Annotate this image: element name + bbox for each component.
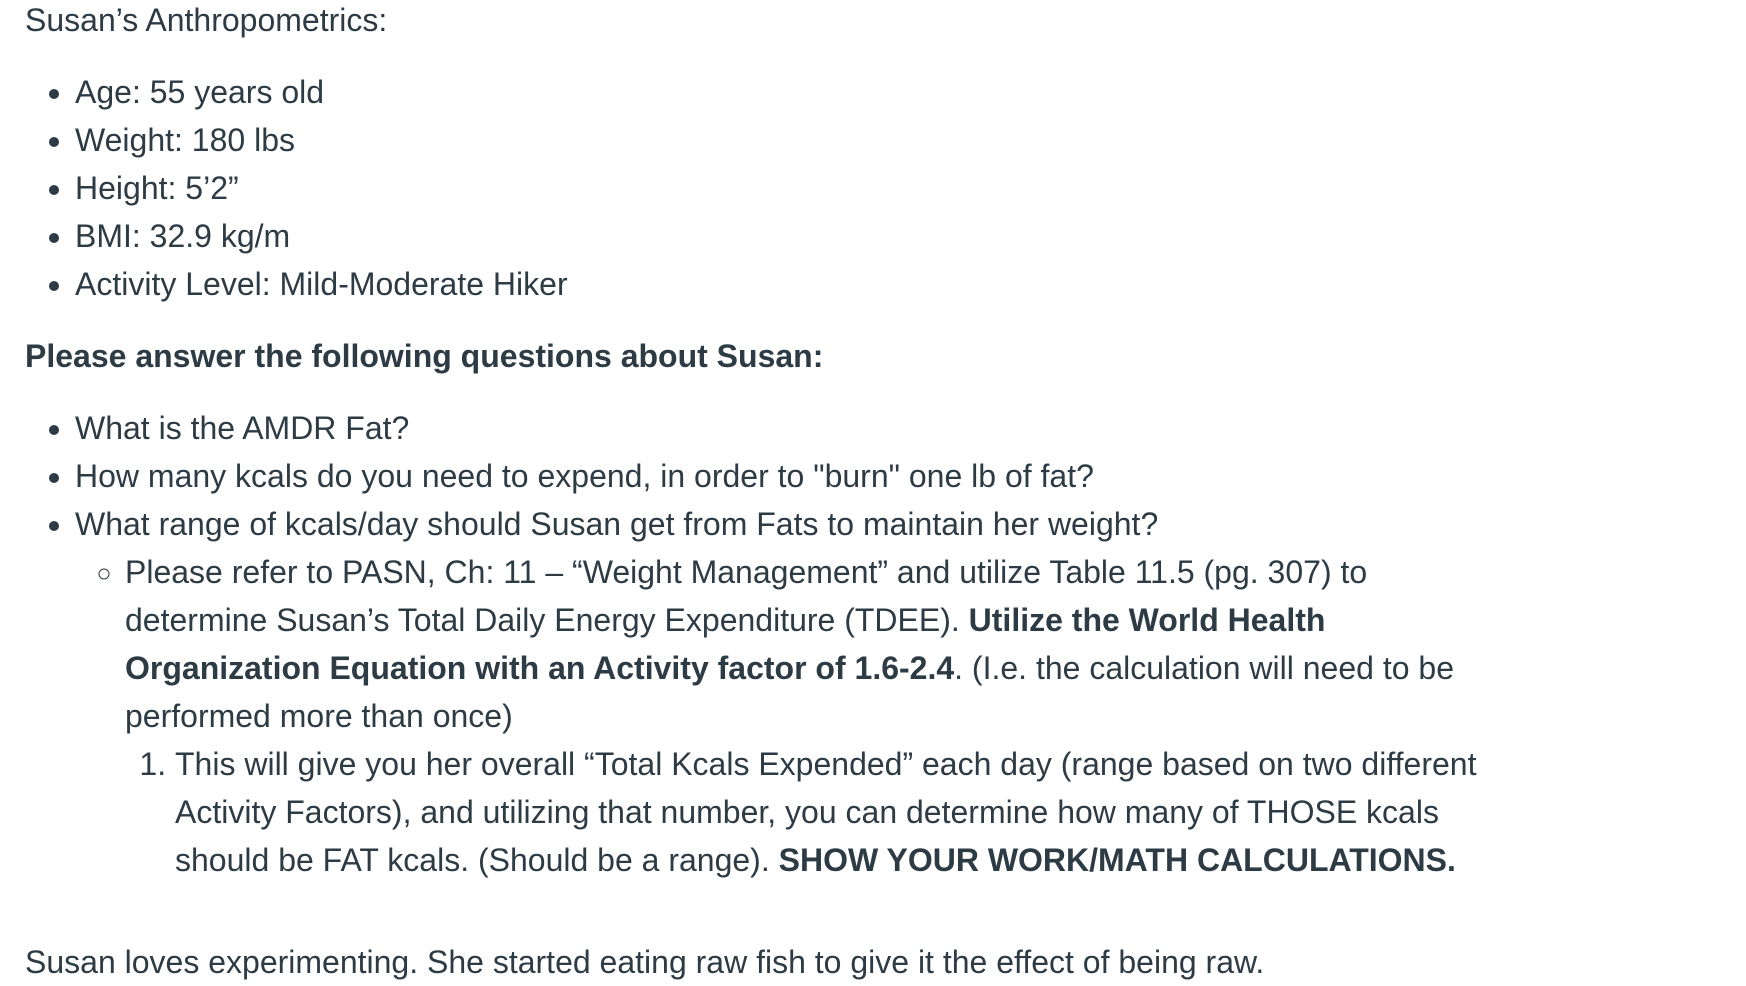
- anthropometrics-list: [25, 68, 568, 308]
- list-item: • How many kcals do you need to expend, in order to "burn" one lb of fat?: [75, 452, 1675, 500]
- sub-list-item: [125, 548, 1495, 884]
- instruction-text: Please refer to PASN, Ch: 11 – “Weight Management” and utilize Table 11.5 (pg. 307) to determine Susan’s Total Daily Energy Expenditure (TDEE).: [125, 554, 1368, 638]
- anthropometrics-heading: Susan’s Anthropometrics:: [25, 2, 388, 38]
- questions-list: [25, 404, 1675, 884]
- question-text: What range of kcals/day should Susan get from Fats to maintain her weight?: [75, 506, 1159, 542]
- cutoff-paragraph: Susan loves experimenting. She started eating raw fish to give it the effect of being raw.: [25, 944, 1265, 980]
- list-item: • What is the AMDR Fat?: [75, 404, 1675, 452]
- questions-heading: Please answer the following questions about Susan:: [25, 338, 824, 374]
- numbered-item: [175, 740, 1505, 884]
- list-item: [75, 500, 1675, 884]
- list-item: • Activity Level: Mild-Moderate Hiker: [75, 260, 568, 308]
- numbered-text: This will give you her overall “Total Kcals Expended” each day (range based on two different Activity Factors), and utilizing that number, you can determine how many of THOSE kcals should be FAT kcals. (Should be a range).: [175, 746, 1477, 878]
- list-item: • Height: 5’2”: [75, 164, 568, 212]
- instruction-emphasis: Utilize the World Health Organization Equation with an Activity factor of 1.6-2.4: [125, 602, 1326, 686]
- sub-list: [75, 548, 1675, 884]
- numbered-list: [125, 740, 1495, 884]
- list-item: • Age: 55 years old: [75, 68, 568, 116]
- list-item: • Weight: 180 lbs: [75, 116, 568, 164]
- numbered-emphasis: SHOW YOUR WORK/MATH CALCULATIONS.: [778, 842, 1456, 878]
- list-item: • BMI: 32.9 kg/m: [75, 212, 568, 260]
- instruction-text-end: . (I.e. the calculation will need to be performed more than once): [125, 650, 1454, 734]
